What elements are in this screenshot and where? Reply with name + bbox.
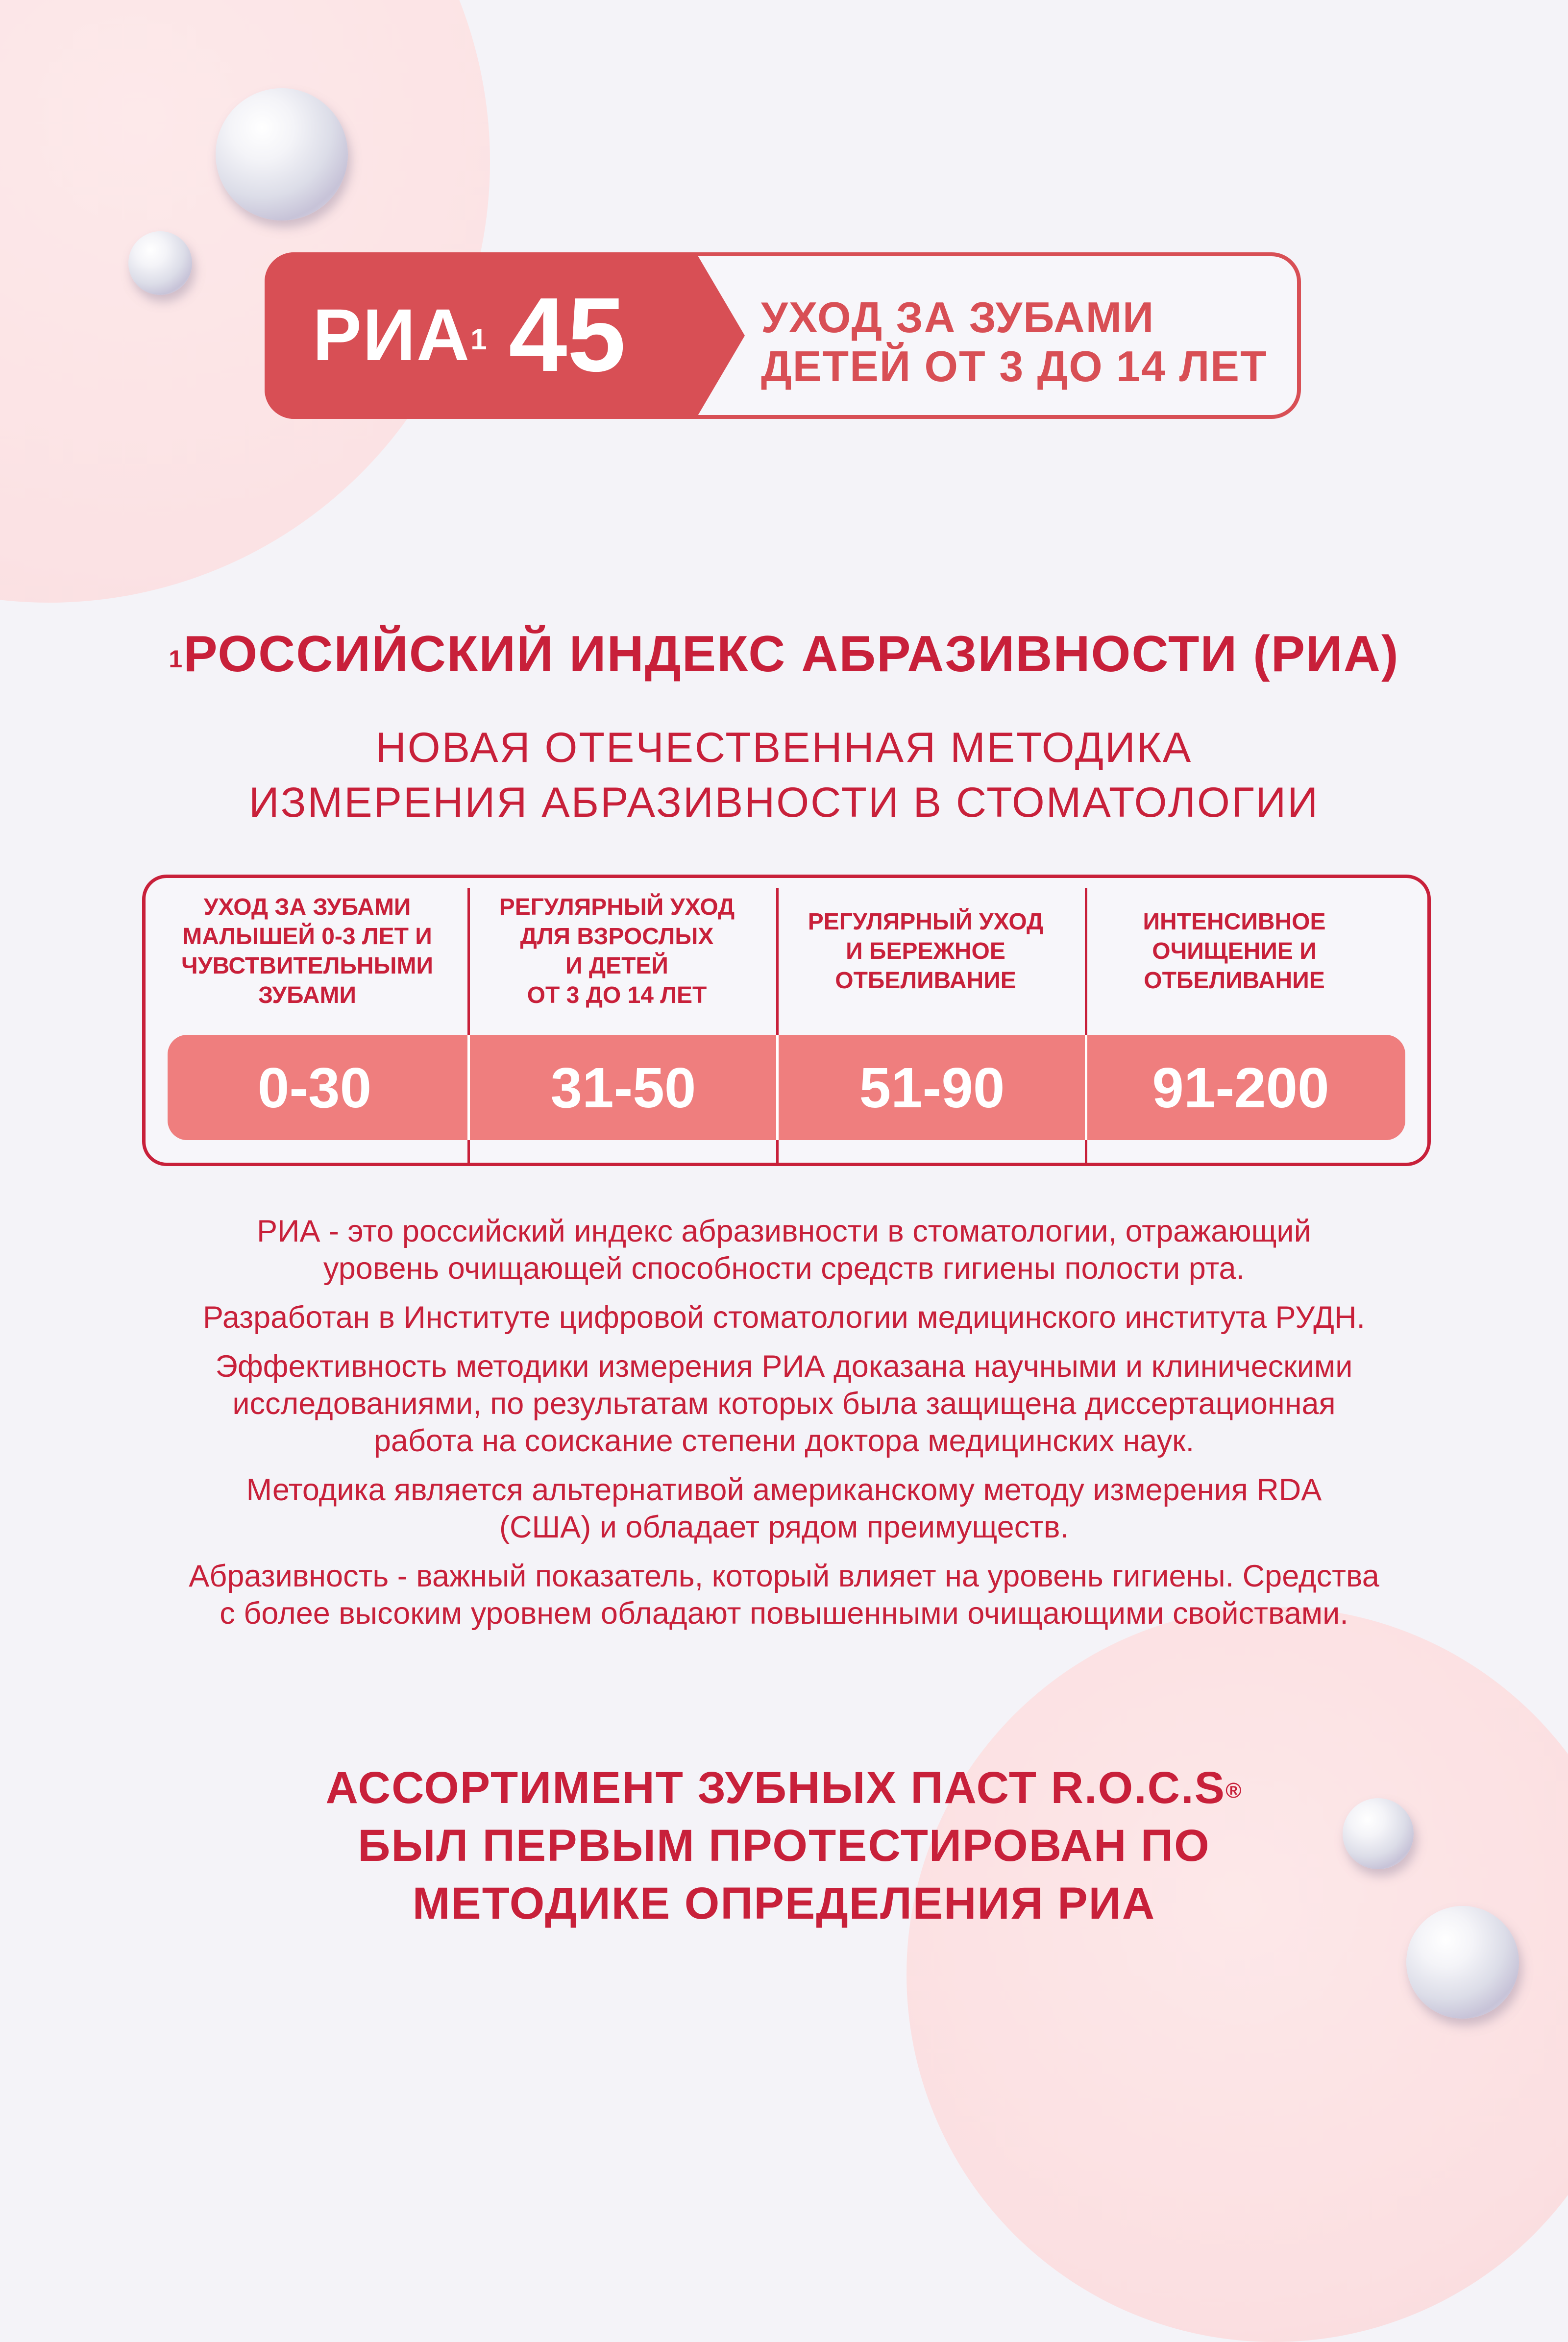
- scale-range-value: 51-90: [859, 1055, 1005, 1120]
- footer-line: МЕТОДИКЕ ОПРЕДЕЛЕНИЯ РИА: [412, 1878, 1156, 1928]
- info-text: [88, 1213, 1480, 1644]
- pearl-decoration: [216, 88, 348, 220]
- info-paragraph: Абразивность - важный показатель, который влияет на уровень гигиены. Средства с более высоким уровнем обладают повышенными очищающими свойствами.: [189, 1559, 1379, 1631]
- badge-value: 45: [509, 275, 626, 393]
- info-paragraph: РИА - это российский индекс абразивности в стоматологии, отражающий уровень очищающей способности средств гигиены полости рта.: [257, 1214, 1311, 1286]
- title-footnote-mark: 1: [169, 645, 184, 673]
- column-divider: [467, 1140, 470, 1163]
- column-divider: [776, 1140, 779, 1163]
- column-divider: [776, 888, 779, 1035]
- column-divider: [467, 888, 470, 1035]
- badge-text-line: ДЕТЕЙ ОТ 3 ДО 14 ЛЕТ: [761, 342, 1268, 390]
- info-paragraph: Разработан в Институте цифровой стоматологии медицинского института РУДН.: [203, 1300, 1365, 1335]
- footer-line: АССОРТИМЕНТ ЗУБНЫХ ПАСТ R.O.C.S®: [325, 1763, 1243, 1813]
- footer-line: БЫЛ ПЕРВЫМ ПРОТЕСТИРОВАН ПО: [358, 1821, 1210, 1871]
- subtitle-line: НОВАЯ ОТЕЧЕСТВЕННАЯ МЕТОДИКА: [375, 724, 1193, 771]
- badge-footnote-mark: 1: [470, 323, 488, 356]
- ria-badge: [265, 252, 1301, 419]
- scale-range-value: 31-50: [550, 1055, 696, 1120]
- scale-column-label: УХОД ЗА ЗУБАМИ МАЛЫШЕЙ 0-3 ЛЕТ И ЧУВСТВИТЕЛЬНЫМИ ЗУБАМИ: [181, 894, 434, 1008]
- column-divider: [1085, 888, 1087, 1035]
- info-paragraph: Эффективность методики измерения РИА доказана научными и клиническими исследованиями, по результатам которых была защищена диссертационная работа на соискание степени доктора медицинских наук.: [215, 1349, 1353, 1458]
- footer-statement: [0, 1759, 1568, 1932]
- subtitle-line: ИЗМЕРЕНИЯ АБРАЗИВНОСТИ В СТОМАТОЛОГИИ: [248, 779, 1320, 826]
- column-divider: [1085, 1140, 1087, 1163]
- pearl-decoration: [128, 231, 192, 295]
- scale-column-label: РЕГУЛЯРНЫЙ УХОД ДЛЯ ВЗРОСЛЫХ И ДЕТЕЙ ОТ 3 ДО 14 ЛЕТ: [499, 894, 735, 1008]
- registered-mark: ®: [1225, 1779, 1243, 1803]
- page-subtitle: [0, 720, 1568, 830]
- scale-range-value: 91-200: [1152, 1055, 1329, 1120]
- page-title: $^1$РОССИЙСКИЙ ИНДЕКС АБРАЗИВНОСТИ (РИА): [169, 626, 1399, 683]
- badge-description: [761, 293, 1300, 391]
- scale-column-label: ИНТЕНСИВНОЕ ОЧИЩЕНИЕ И ОТБЕЛИВАНИЕ: [1143, 909, 1326, 994]
- abrasivity-scale: [142, 875, 1431, 1166]
- badge-text-line: УХОД ЗА ЗУБАМИ: [761, 293, 1155, 342]
- info-paragraph: Методика является альтернативой американскому методу измерения RDA (США) и обладает рядом преимуществ.: [246, 1473, 1322, 1544]
- badge-ria-label: РИА$^1$: [313, 293, 488, 376]
- badge-arrow: [696, 252, 745, 419]
- scale-column-label: РЕГУЛЯРНЫЙ УХОД И БЕРЕЖНОЕ ОТБЕЛИВАНИЕ: [808, 909, 1044, 994]
- scale-range-value: 0-30: [257, 1055, 372, 1120]
